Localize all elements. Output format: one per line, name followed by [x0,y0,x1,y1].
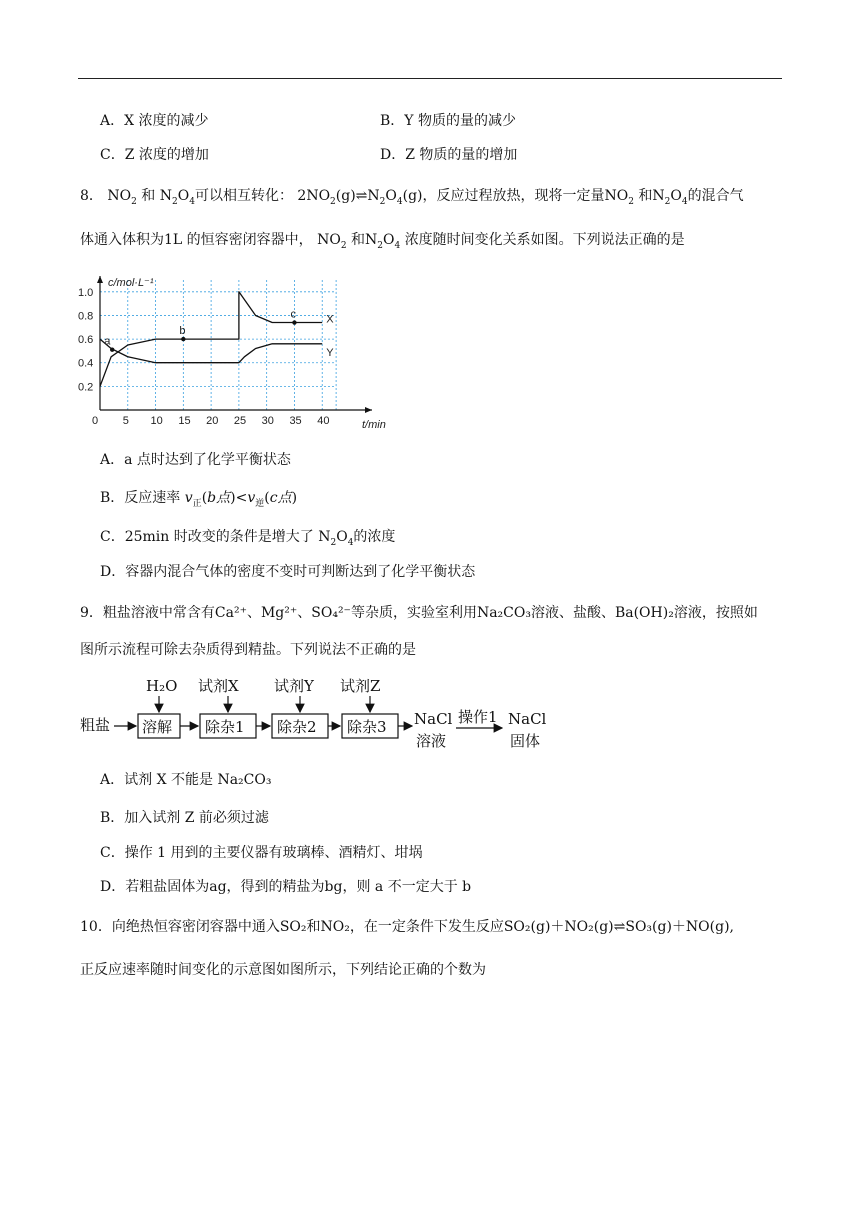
x-tick-25: 25 [233,415,247,427]
concentration-time-chart [78,268,386,433]
point-label-c: c [290,308,296,321]
q9-stem-line1: 9．粗盐溶液中常含有Ca²⁺、Mg²⁺、SO₄²⁻等杂质，实验室利用Na₂CO₃溶液、盐酸、Ba(OH)₂溶液，按照如 [80,605,758,621]
x-tick-20: 20 [206,415,219,427]
y-tick-0.2: 0.2 [78,381,94,394]
x-axis-arrow [365,407,372,413]
point-b [181,337,185,341]
q9-stem-line2: 图所示流程可除去杂质得到精盐。下列说法不正确的是 [80,642,416,658]
q8-stem-line2: 体通入体积为1L 的恒容密闭容器中， $NO_2$ 和$N_2O_4$ 浓度随时间变化关系如图。下列说法正确的是 [80,232,685,251]
q8-option-b[interactable]: B．反应速率 $v_正(b$点)$<v_逆(c$点) [100,490,298,509]
series-Y [100,339,322,363]
y-tick-1.0: 1.0 [78,286,94,299]
q8-stem-line1: 8． $NO_2$ 和 $N_2O_4$可以相互转化： $2NO_2(g)\rightleftharpoons N_2O_4(g)$，反应过程放热，现将一定量$NO_2$ 和$N_2O_4$的混合气 [80,188,744,207]
point-label-b: b [179,325,186,338]
x-axis-label: t/min [362,419,386,431]
flow-reagent-x: 试剂X [198,677,239,695]
q8-equation: $2NO_2(g)\rightleftharpoons N_2O_4(g)$ [297,188,423,207]
series-label-X: X [326,313,334,326]
flow-start: 粗盐 [80,716,111,734]
y-tick-0.8: 0.8 [78,310,94,323]
flow-reagent-z: 试剂Z [340,677,381,695]
q7-option-d[interactable]: D．Z 物质的量的增加 [380,147,518,163]
y-tick-0.6: 0.6 [78,334,94,347]
y-axis-label: c/mol·L⁻¹ [108,277,154,289]
q8-option-d[interactable]: D．容器内混合气体的密度不变时可判断达到了化学平衡状态 [100,564,476,580]
q7-option-b[interactable]: B．Y 物质的量的减少 [380,113,516,129]
x-tick-35: 35 [289,415,302,427]
x-tick-30: 30 [261,415,274,427]
q7-option-a[interactable]: A．X 浓度的减少 [100,113,209,129]
flow-end-line2: 固体 [510,732,541,750]
flow-solution-line2: 溶液 [416,732,447,750]
y-axis-arrow [97,276,103,283]
flow-operation-label: 操作1 [458,708,498,726]
q9-option-c[interactable]: C．操作 1 用到的主要仪器有玻璃棒、酒精灯、坩埚 [100,845,423,861]
flow-box-dissolve-label: 溶解 [142,718,173,736]
flow-box-purify1-label: 除杂1 [205,718,245,736]
q10-stem-line1: 10．向绝热恒容密闭容器中通入SO₂和NO₂，在一定条件下发生反应SO₂(g)＋NO₂(g)⇌SO₃(g)＋NO(g), [80,919,734,935]
y-tick-0.4: 0.4 [78,357,94,370]
series-label-Y: Y [326,346,334,359]
flow-end-line1: NaCl [508,710,547,728]
header-rule [78,78,782,79]
flow-solution-line1: NaCl [414,710,453,728]
point-label-a: a [104,335,111,348]
x-tick-40: 40 [317,415,330,427]
flow-reagent-water: H₂O [146,677,178,695]
x-tick-15: 15 [178,415,191,427]
q8-option-a[interactable]: A．a 点时达到了化学平衡状态 [100,452,291,468]
flow-box-purify3-label: 除杂3 [347,718,387,736]
point-c [292,320,296,324]
flow-box-purify2-label: 除杂2 [277,718,317,736]
point-a [110,348,114,352]
q8-option-c[interactable]: C．25min 时改变的条件是增大了 $N_2O_4$的浓度 [100,529,396,548]
x-tick-5: 5 [122,415,129,427]
q9-option-b[interactable]: B．加入试剂 Z 前必须过滤 [100,810,269,826]
q7-option-c[interactable]: C．Z 浓度的增加 [100,147,209,163]
x-tick-0: 0 [92,415,99,427]
flow-reagent-y: 试剂Y [274,677,314,695]
x-tick-10: 10 [150,415,163,427]
q9-option-a[interactable]: A．试剂 X 不能是 Na₂CO₃ [100,772,272,788]
purification-flowchart [78,672,558,754]
q10-stem-line2: 正反应速率随时间变化的示意图如图所示，下列结论正确的个数为 [80,962,486,978]
q9-option-d[interactable]: D．若粗盐固体为ag，得到的精盐为bg，则 a 不一定大于 b [100,879,472,895]
